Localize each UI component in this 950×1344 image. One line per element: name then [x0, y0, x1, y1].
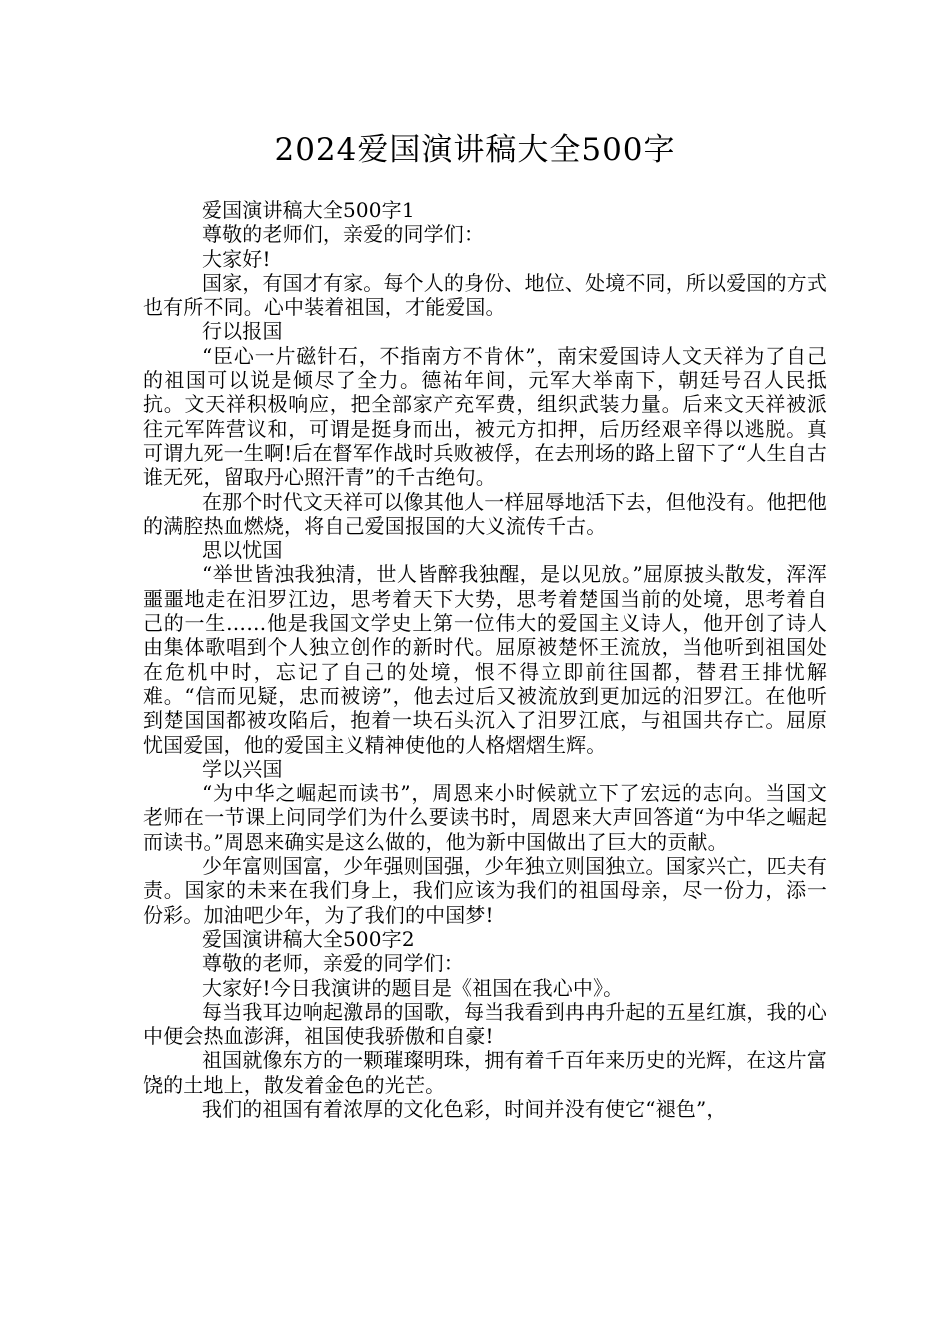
paragraph: 祖国就像东方的一颗璀璨明珠，拥有着千百年来历史的光辉，在这片富饶的土地上，散发着金色的光芒。	[143, 1048, 827, 1097]
paragraph: 少年富则国富，少年强则国强，少年独立则国独立。国家兴亡，匹夫有责。国家的未来在我们身上，我们应该为我们的祖国母亲，尽一份力，添一份彩。加油吧少年，为了我们的中国梦!	[143, 854, 827, 927]
section-heading: 爱国演讲稿大全500字2	[202, 926, 415, 951]
paragraph: “举世皆浊我独清，世人皆醉我独醒，是以见放。”屈原披头散发，浑浑噩噩地走在汨罗江边，思考着天下大势，思考着楚国当前的处境，思考着自己的一生……他是我国文学史上第一位伟大的爱国主义诗人，他开创了诗人由集体歌唱到个人独立创作的新时代。屈原被楚怀王流放，当他听到祖国处在危机中时，忘记了自己的处境，恨不得立即前往国都，替君王排忧解难。“信而见疑，忠而被谤”，他去过后又被流放到更加远的汨罗江。在他听到楚国国都被攻陷后，抱着一块石头沉入了汨罗江底，与祖国共存亡。屈原忧国爱国，他的爱国主义精神使他的人格熠熠生辉。	[143, 562, 827, 757]
salutation: 尊敬的老师们，亲爱的同学们：	[202, 222, 485, 247]
greeting: 大家好!今日我演讲的题目是《祖国在我心中》。	[202, 975, 624, 1000]
document-body	[143, 198, 827, 1121]
paragraph: 在那个时代文天祥可以像其他人一样屈辱地活下去，但他没有。他把他的满腔热血燃烧，将自己爱国报国的大义流传千古。	[143, 489, 827, 538]
greeting: 大家好!	[202, 246, 271, 271]
paragraph: “臣心一片磁针石，不指南方不肯休”，南宋爱国诗人文天祥为了自己的祖国可以说是倾尽了全力。德祐年间，元军大举南下，朝廷号召人民抵抗。文天祥积极响应，把全部家产充军费，组织武装力量。后来文天祥被派往元军阵营议和，可谓是挺身而出，被元方扣押，后历经艰辛得以逃脱。真可谓九死一生啊!后在督军作战时兵败被俘，在去刑场的路上留下了“人生自古谁无死，留取丹心照汗青”的千古绝句。	[143, 343, 827, 490]
section-heading: 爱国演讲稿大全500字1	[202, 198, 415, 222]
document-title: 2024爱国演讲稿大全500字	[274, 132, 676, 168]
subheading: 行以报国	[202, 319, 283, 344]
subheading: 思以忧国	[202, 538, 283, 563]
paragraph: 每当我耳边响起激昂的国歌，每当我看到冉冉升起的五星红旗，我的心中便会热血澎湃，祖国使我骄傲和自豪!	[143, 999, 827, 1049]
paragraph: 国家，有国才有家。每个人的身份、地位、处境不同，所以爱国的方式也有所不同。心中装着祖国，才能爱国。	[143, 270, 827, 320]
salutation: 尊敬的老师，亲爱的同学们：	[202, 951, 464, 976]
paragraph: 我们的祖国有着浓厚的文化色彩，时间并没有使它“褪色”，	[202, 1096, 727, 1121]
subheading: 学以兴国	[202, 756, 283, 781]
paragraph: “为中华之崛起而读书”，周恩来小时候就立下了宏远的志向。当国文老师在一节课上问同学们为什么要读书时，周恩来大声回答道“为中华之崛起而读书。”周恩来确实是这么做的，他为新中国做出了巨大的贡献。	[143, 781, 827, 854]
